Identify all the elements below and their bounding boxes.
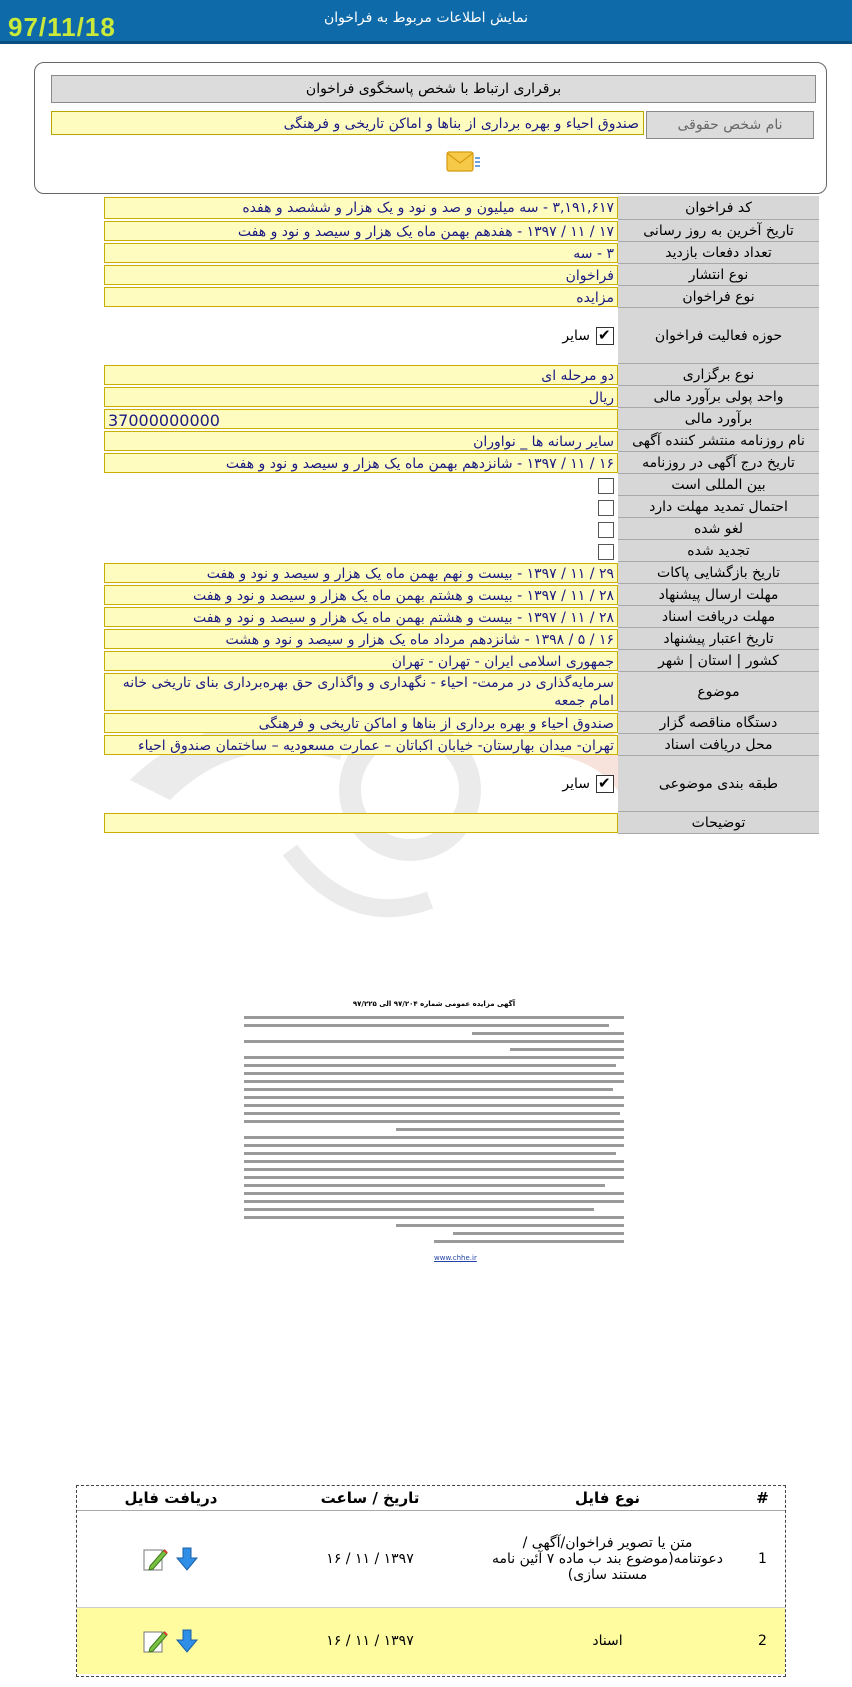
text-line xyxy=(244,1064,616,1067)
scope-checkbox[interactable] xyxy=(596,327,614,345)
renew-checkbox[interactable] xyxy=(598,544,614,560)
col-download: دریافت فایل xyxy=(124,1489,218,1507)
row-place xyxy=(104,650,819,672)
text-line xyxy=(434,1240,624,1243)
row-send xyxy=(104,584,819,606)
field-label: احتمال تمدید مهلت دارد xyxy=(618,496,819,518)
field-value: 37000000000 xyxy=(104,409,618,429)
field-value: ۱۶ / ۱۱ / ۱۳۹۷ - شانزدهم بهمن ماه یک هزار و سیصد و نود و هفت xyxy=(104,453,618,473)
top-bar xyxy=(0,0,852,44)
table-row xyxy=(77,1608,785,1674)
file-num: 2 xyxy=(758,1633,767,1649)
intl-checkbox[interactable] xyxy=(598,478,614,494)
notice-title: آگهی مزایده عمومی شماره ۹۷/۲۰۴ الی ۹۷/۲۲۵ xyxy=(352,1000,516,1008)
field-value: جمهوری اسلامی ایران - تهران - تهران xyxy=(104,651,618,671)
field-value: تهران- میدان بهارستان- خیابان اکباتان – عمارت مسعودیه – ساختمان صندوق احیاء xyxy=(104,735,618,755)
col-num: # xyxy=(756,1489,769,1507)
file-num: 1 xyxy=(758,1551,767,1567)
col-type: نوع فایل xyxy=(575,1489,640,1507)
row-scope xyxy=(104,308,819,364)
field-value: ریال xyxy=(104,387,618,407)
field-label: نوع برگزاری xyxy=(618,364,819,386)
extend-checkbox[interactable] xyxy=(598,500,614,516)
text-line xyxy=(244,1176,624,1179)
col-date: تاریخ / ساعت xyxy=(320,1489,420,1507)
field-label: کد فراخوان xyxy=(618,196,819,220)
contact-panel xyxy=(34,62,827,194)
download-arrow-icon[interactable] xyxy=(174,1628,200,1654)
file-date: ۱۳۹۷ / ۱۱ / ۱۶ xyxy=(326,1551,414,1567)
field-label: حوزه فعالیت فراخوان xyxy=(618,308,819,364)
text-line xyxy=(244,1136,624,1139)
row-valid xyxy=(104,628,819,650)
cancel-checkbox[interactable] xyxy=(598,522,614,538)
field-label: بین المللی است xyxy=(618,474,819,496)
text-line xyxy=(244,1152,616,1155)
field-value: ۳ - سه xyxy=(104,243,618,263)
field-value: ۱۷ / ۱۱ / ۱۳۹۷ - هفدهم بهمن ماه یک هزار و سیصد و نود و هفت xyxy=(104,221,618,241)
text-line xyxy=(244,1104,624,1107)
field-label: دستگاه مناقصه گزار xyxy=(618,712,819,734)
field-value xyxy=(104,813,618,833)
field-label: توضیحات xyxy=(618,812,819,834)
text-line xyxy=(472,1032,624,1035)
row-updated xyxy=(104,220,819,242)
row-paper xyxy=(104,430,819,452)
field-value: سرمایه‌گذاری در مرمت- احیاء - نگهداری و واگذاری حق بهره‌برداری بنای تاریخی خانه امام جمعه xyxy=(104,673,618,711)
file-type: اسناد xyxy=(592,1633,623,1649)
edit-document-icon[interactable] xyxy=(142,1546,168,1572)
text-line xyxy=(244,1208,594,1211)
page-title: نمایش اطلاعات مربوط به فراخوان xyxy=(323,10,529,26)
text-line xyxy=(244,1192,624,1195)
cat-value: سایر xyxy=(562,776,590,792)
text-line xyxy=(244,1088,613,1091)
field-label: محل دریافت اسناد xyxy=(618,734,819,756)
text-line xyxy=(244,1016,624,1019)
row-paperdate xyxy=(104,452,819,474)
row-extend xyxy=(104,496,819,518)
field-label: لغو شده xyxy=(618,518,819,540)
field-value: فراخوان xyxy=(104,265,618,285)
row-estimate xyxy=(104,408,819,430)
text-line xyxy=(244,1200,624,1203)
row-intl xyxy=(104,474,819,496)
text-line xyxy=(244,1096,624,1099)
download-arrow-icon[interactable] xyxy=(174,1546,200,1572)
row-holding xyxy=(104,364,819,386)
download-cell xyxy=(77,1511,265,1607)
field-value: ۲۸ / ۱۱ / ۱۳۹۷ - بیست و هشتم بهمن ماه یک هزار و سیصد و نود و هفت xyxy=(104,585,618,605)
text-line xyxy=(244,1168,624,1171)
row-renew xyxy=(104,540,819,562)
files-table xyxy=(76,1485,786,1677)
field-value: ۳,۱۹۱,۶۱۷ - سه میلیون و صد و نود و یک هزار و ششصد و هفده xyxy=(104,197,618,219)
text-line xyxy=(244,1160,624,1163)
table-row xyxy=(77,1511,785,1608)
field-label: واحد پولی برآورد مالی xyxy=(618,386,819,408)
field-label: تاریخ درج آگهی در روزنامه xyxy=(618,452,819,474)
field-label: تاریخ بازگشایی پاکات xyxy=(618,562,819,584)
scope-value: سایر xyxy=(562,328,590,344)
text-line xyxy=(453,1232,624,1235)
field-value: دو مرحله ای xyxy=(104,365,618,385)
row-cat xyxy=(104,756,819,812)
field-label: تجدید شده xyxy=(618,540,819,562)
text-line xyxy=(244,1120,624,1123)
file-type: متن یا تصویر فراخوان/آگهی /دعوتنامه(موضوع بند ب ماده ۷ آئین نامه مستند سازی) xyxy=(492,1535,723,1583)
row-recv xyxy=(104,734,819,756)
edit-document-icon[interactable] xyxy=(142,1628,168,1654)
row-docs xyxy=(104,606,819,628)
file-date: ۱۳۹۷ / ۱۱ / ۱۶ xyxy=(326,1633,414,1649)
field-label: نام روزنامه منتشر کننده آگهی xyxy=(618,430,819,452)
text-line xyxy=(244,1112,620,1115)
field-label: تعداد دفعات بازدید xyxy=(618,242,819,264)
notice-image[interactable] xyxy=(244,1000,624,1312)
envelope-icon[interactable] xyxy=(445,147,481,177)
field-label: نوع انتشار xyxy=(618,264,819,286)
text-line xyxy=(244,1072,624,1075)
text-line xyxy=(244,1024,609,1027)
text-line xyxy=(244,1040,624,1043)
current-date: 97/11/18 xyxy=(8,12,116,42)
field-value: ۲۹ / ۱۱ / ۱۳۹۷ - بیست و نهم بهمن ماه یک هزار و سیصد و نود و هفت xyxy=(104,563,618,583)
text-line xyxy=(510,1048,624,1051)
details-grid xyxy=(104,196,819,834)
notice-link[interactable]: www.chhe.ir xyxy=(434,1254,477,1262)
row-open xyxy=(104,562,819,584)
field-label: مهلت ارسال پیشنهاد xyxy=(618,584,819,606)
text-line xyxy=(244,1144,624,1147)
contact-heading: برقراری ارتباط با شخص پاسخگوی فراخوان xyxy=(51,75,816,103)
text-line xyxy=(244,1056,624,1059)
row-code xyxy=(104,196,819,220)
field-label: مهلت دریافت اسناد xyxy=(618,606,819,628)
text-line xyxy=(396,1128,624,1131)
row-currency xyxy=(104,386,819,408)
contact-label: نام شخص حقوقی xyxy=(646,111,814,139)
field-value: سایر رسانه ها _ نواوران xyxy=(104,431,618,451)
notice-link-row xyxy=(244,1248,624,1264)
field-value: ۱۶ / ۵ / ۱۳۹۸ - شانزدهم مرداد ماه یک هزار و سیصد و نود و هشت xyxy=(104,629,618,649)
row-desc xyxy=(104,812,819,834)
field-label: نوع فراخوان xyxy=(618,286,819,308)
files-header xyxy=(77,1486,785,1511)
download-cell xyxy=(77,1608,265,1674)
field-value: صندوق احیاء و بهره برداری از بناها و اماکن تاریخی و فرهنگی xyxy=(104,713,618,733)
field-label: تاریخ اعتبار پیشنهاد xyxy=(618,628,819,650)
contact-value: صندوق احیاء و بهره برداری از بناها و اماکن تاریخی و فرهنگی xyxy=(51,111,644,135)
field-label: کشور | استان | شهر xyxy=(618,650,819,672)
row-cancel xyxy=(104,518,819,540)
field-value: ۲۸ / ۱۱ / ۱۳۹۷ - بیست و هشتم بهمن ماه یک هزار و سیصد و نود و هفت xyxy=(104,607,618,627)
row-subject xyxy=(104,672,819,712)
row-visits xyxy=(104,242,819,264)
text-line xyxy=(396,1224,624,1227)
row-org xyxy=(104,712,819,734)
text-line xyxy=(244,1216,624,1219)
row-pubtype xyxy=(104,264,819,286)
text-line xyxy=(244,1080,624,1083)
cat-option xyxy=(562,775,614,793)
field-label: تاریخ آخرین به روز رسانی xyxy=(618,220,819,242)
scope-option xyxy=(562,327,614,345)
field-value: مزایده xyxy=(104,287,618,307)
row-calltype xyxy=(104,286,819,308)
field-label: موضوع xyxy=(618,672,819,712)
text-line xyxy=(244,1184,605,1187)
field-label: طبقه بندی موضوعی xyxy=(618,756,819,812)
field-label: برآورد مالی xyxy=(618,408,819,430)
cat-checkbox[interactable] xyxy=(596,775,614,793)
